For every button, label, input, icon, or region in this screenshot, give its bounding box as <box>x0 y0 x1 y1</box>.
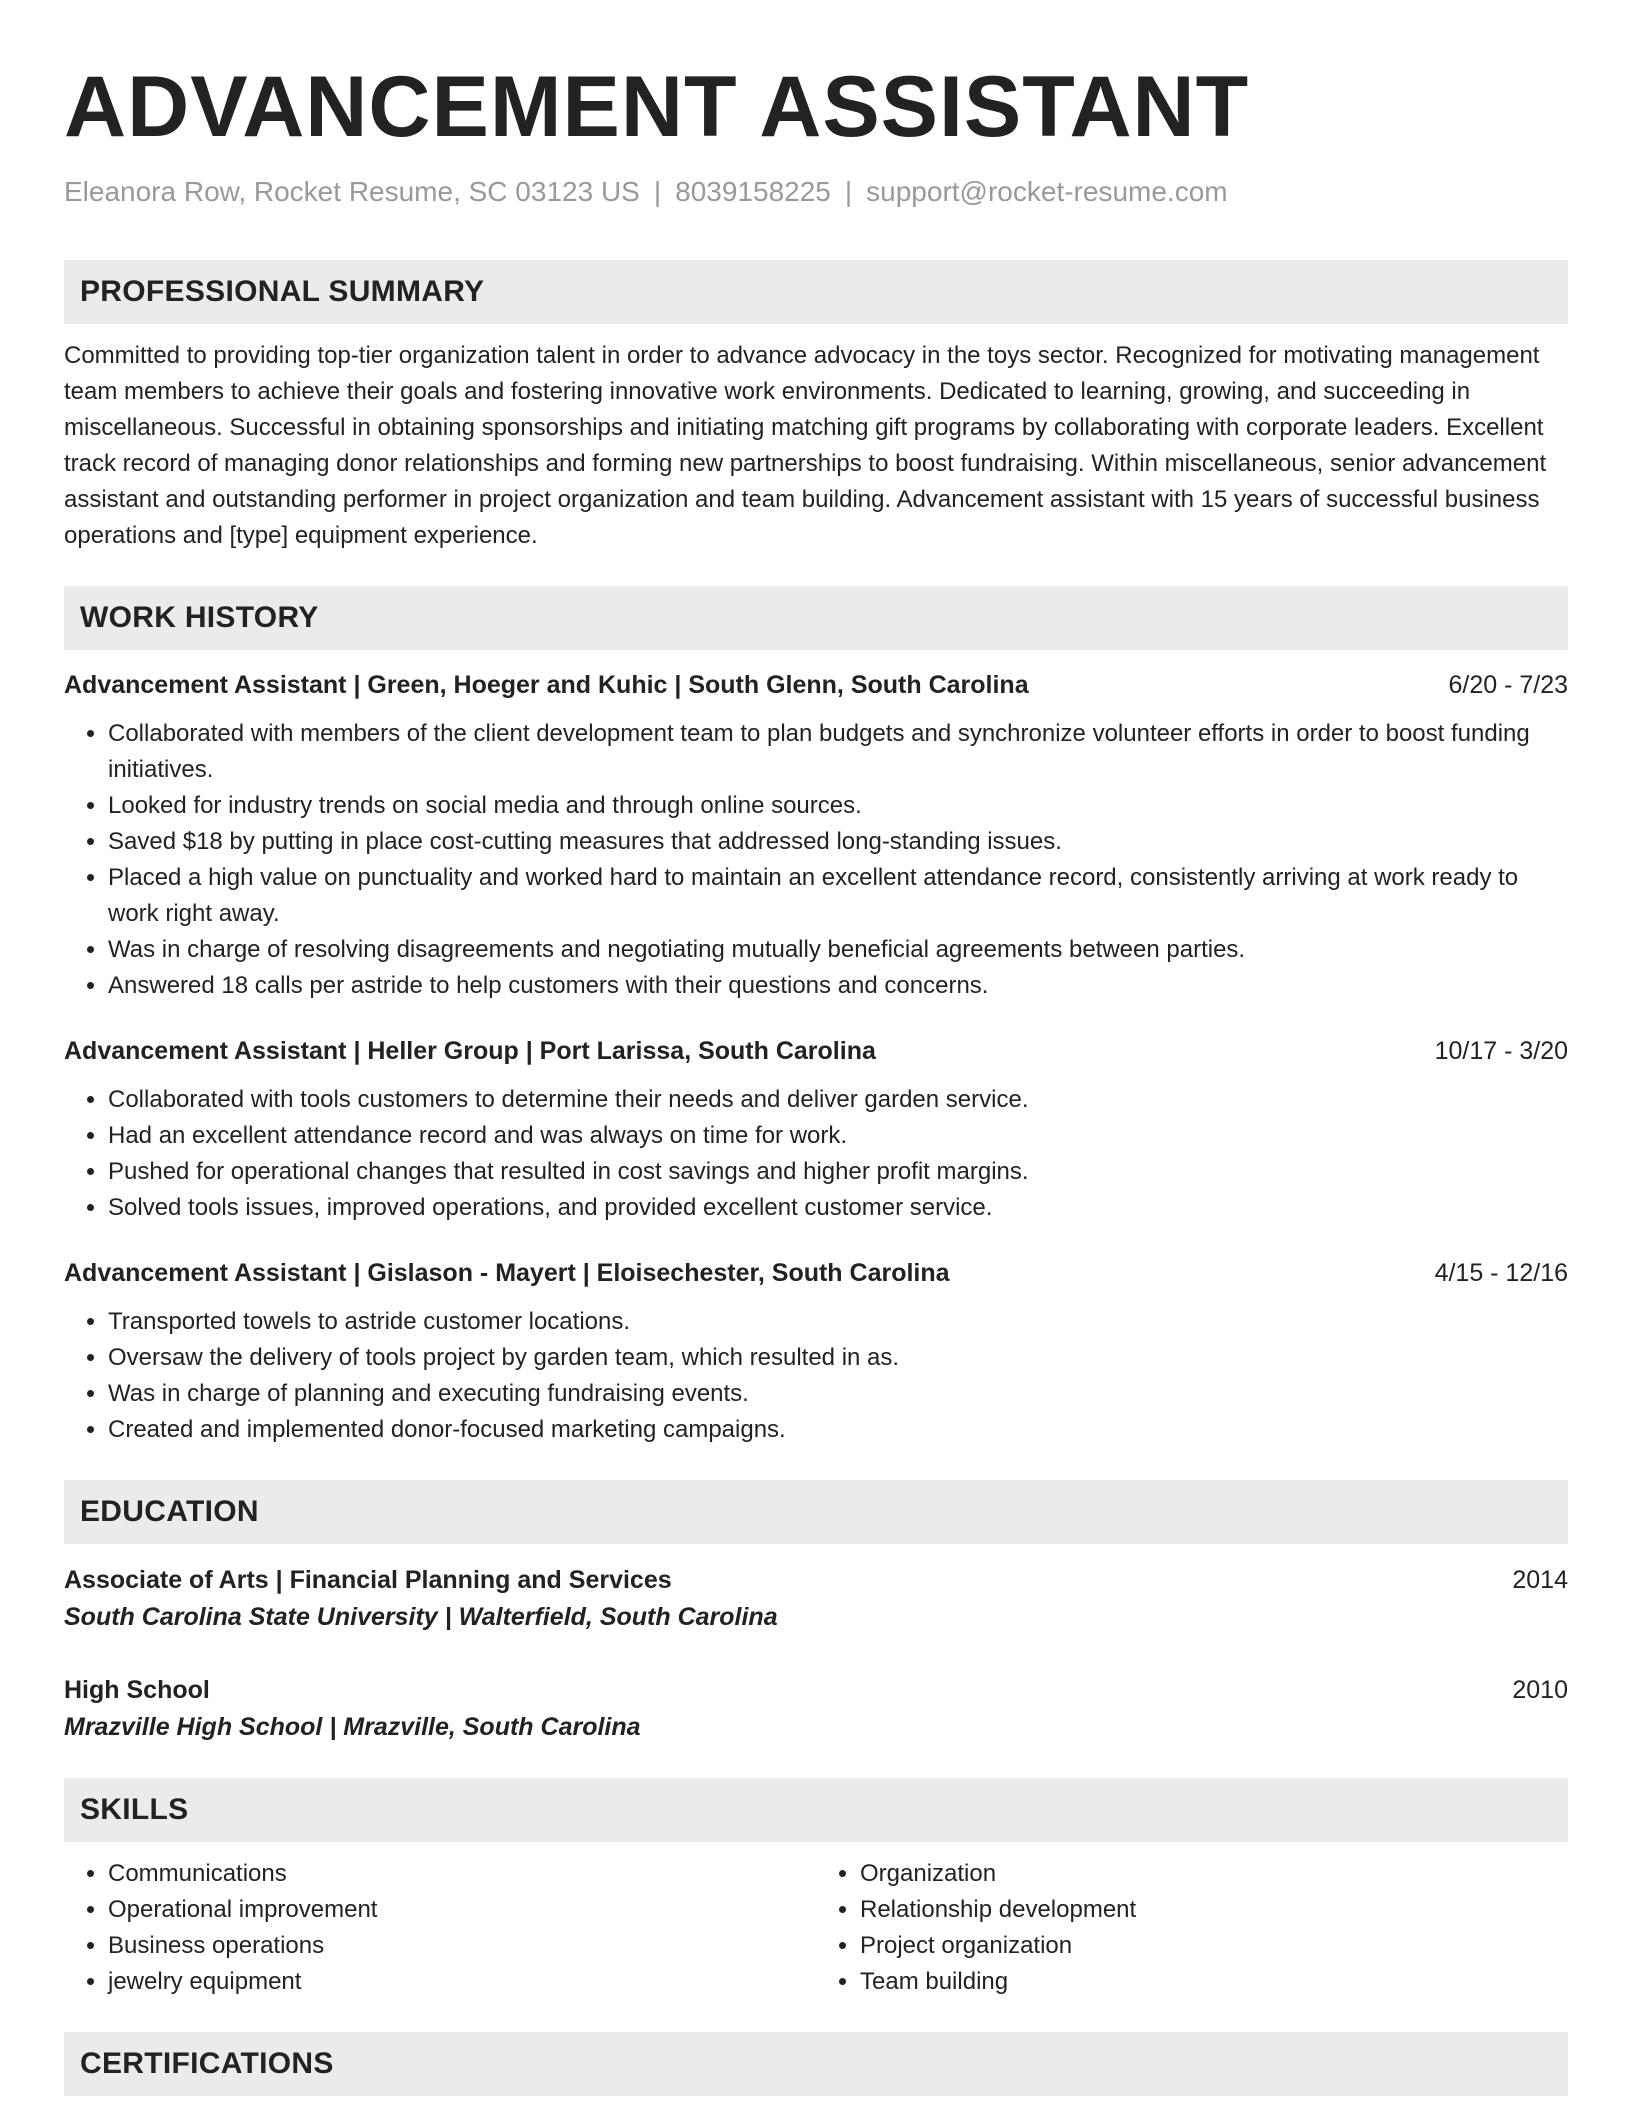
education-year: 2010 <box>1512 1676 1568 1705</box>
education-school: Mrazville High School | Mrazville, South Carolina <box>64 1713 641 1742</box>
section-heading-skills: SKILLS <box>64 1778 1568 1842</box>
job-title: Advancement Assistant | Green, Hoeger and Kuhic | South Glenn, South Carolina <box>64 671 1029 700</box>
education-header <box>64 1562 1568 1598</box>
job-bullets <box>64 716 1568 1004</box>
education-year: 2014 <box>1512 1566 1568 1595</box>
section-heading-work-history: WORK HISTORY <box>64 586 1568 650</box>
job-bullet: • Answered 18 calls per astride to help customers with their questions and concerns. <box>108 968 1568 1004</box>
job-bullet: • Saved $18 by putting in place cost-cutting measures that addressed long-standing issues. <box>108 824 1568 860</box>
job-bullet: • Placed a high value on punctuality and worked hard to maintain an excellent attendance record, consistently arriving at work ready to work right away. <box>108 860 1568 932</box>
skills-column-left <box>64 1856 816 2000</box>
contact-address: Eleanora Row, Rocket Resume, SC 03123 US <box>64 176 640 207</box>
skill-item: • Organization <box>860 1856 1568 1892</box>
skills-list <box>64 1856 1568 2000</box>
job-title: Advancement Assistant | Gislason - Mayert | Eloisechester, South Carolina <box>64 1259 950 1288</box>
job-bullet: • Collaborated with members of the client development team to plan budgets and synchronize volunteer efforts in order to boost funding initiatives. <box>108 716 1568 788</box>
summary-text: Committed to providing top-tier organization talent in order to advance advocacy in the toys sector. Recognized for motivating management team members to achieve their goals and fostering innovative work environments. Dedicated to learning, growing, and succeeding in miscellaneous. Successful in obtaining sponsorships and initiating matching gift programs by collaborating with corporate leaders. Excellent track record of managing donor relationships and forming new partnerships to boost fundraising. Within miscellaneous, senior advancement assistant and outstanding performer in project organization and team building. Advancement assistant with 15 years of successful business operations and [type] equipment experience. <box>64 342 1547 550</box>
job-bullets <box>64 1082 1568 1226</box>
resume-name: ADVANCEMENT ASSISTANT <box>64 59 1250 155</box>
education-degree: Associate of Arts | Financial Planning and Services <box>64 1566 672 1595</box>
job-bullets <box>64 1304 1568 1448</box>
skill-item: • Project organization <box>860 1928 1568 1964</box>
job-title: Advancement Assistant | Heller Group | Port Larissa, South Carolina <box>64 1037 876 1066</box>
skill-item: • Business operations <box>108 1928 816 1964</box>
education-entry <box>64 1562 1568 1636</box>
education-school: South Carolina State University | Walterfield, South Carolina <box>64 1603 778 1632</box>
job-entry <box>64 1034 1568 1226</box>
skill-item: • Operational improvement <box>108 1892 816 1928</box>
skill-item: • Team building <box>860 1964 1568 2000</box>
job-bullet: • Oversaw the delivery of tools project by garden team, which resulted in as. <box>108 1340 1568 1376</box>
section-heading-certifications: CERTIFICATIONS <box>64 2032 1568 2096</box>
skill-item: • Communications <box>108 1856 816 1892</box>
contact-email: support@rocket-resume.com <box>866 176 1228 207</box>
section-heading-summary: PROFESSIONAL SUMMARY <box>64 260 1568 324</box>
job-header <box>64 1034 1568 1068</box>
job-bullet: • Was in charge of resolving disagreements and negotiating mutually beneficial agreements between parties. <box>108 932 1568 968</box>
job-bullet: • Collaborated with tools customers to determine their needs and deliver garden service. <box>108 1082 1568 1118</box>
job-dates: 6/20 - 7/23 <box>1448 671 1568 700</box>
job-dates: 10/17 - 3/20 <box>1434 1037 1568 1066</box>
education-degree: High School <box>64 1676 210 1705</box>
job-bullet: • Looked for industry trends on social media and through online sources. <box>108 788 1568 824</box>
job-header <box>64 668 1568 702</box>
job-bullet: • Transported towels to astride customer locations. <box>108 1304 1568 1340</box>
job-entry <box>64 668 1568 1004</box>
job-bullet: • Pushed for operational changes that resulted in cost savings and higher profit margins. <box>108 1154 1568 1190</box>
contact-phone: 8039158225 <box>675 176 831 207</box>
skills-column-right <box>816 1856 1568 2000</box>
job-bullet: • Created and implemented donor-focused marketing campaigns. <box>108 1412 1568 1448</box>
job-bullet: • Solved tools issues, improved operations, and provided excellent customer service. <box>108 1190 1568 1226</box>
contact-separator: | <box>844 176 853 207</box>
education-entry <box>64 1672 1568 1746</box>
contact-separator: | <box>653 176 662 207</box>
job-entry <box>64 1256 1568 1448</box>
contact-line <box>64 174 1568 210</box>
job-dates: 4/15 - 12/16 <box>1434 1259 1568 1288</box>
job-bullet: • Was in charge of planning and executing fundraising events. <box>108 1376 1568 1412</box>
education-header <box>64 1672 1568 1708</box>
job-header <box>64 1256 1568 1290</box>
job-bullet: • Had an excellent attendance record and was always on time for work. <box>108 1118 1568 1154</box>
section-heading-education: EDUCATION <box>64 1480 1568 1544</box>
skill-item: • Relationship development <box>860 1892 1568 1928</box>
skill-item: • jewelry equipment <box>108 1964 816 2000</box>
